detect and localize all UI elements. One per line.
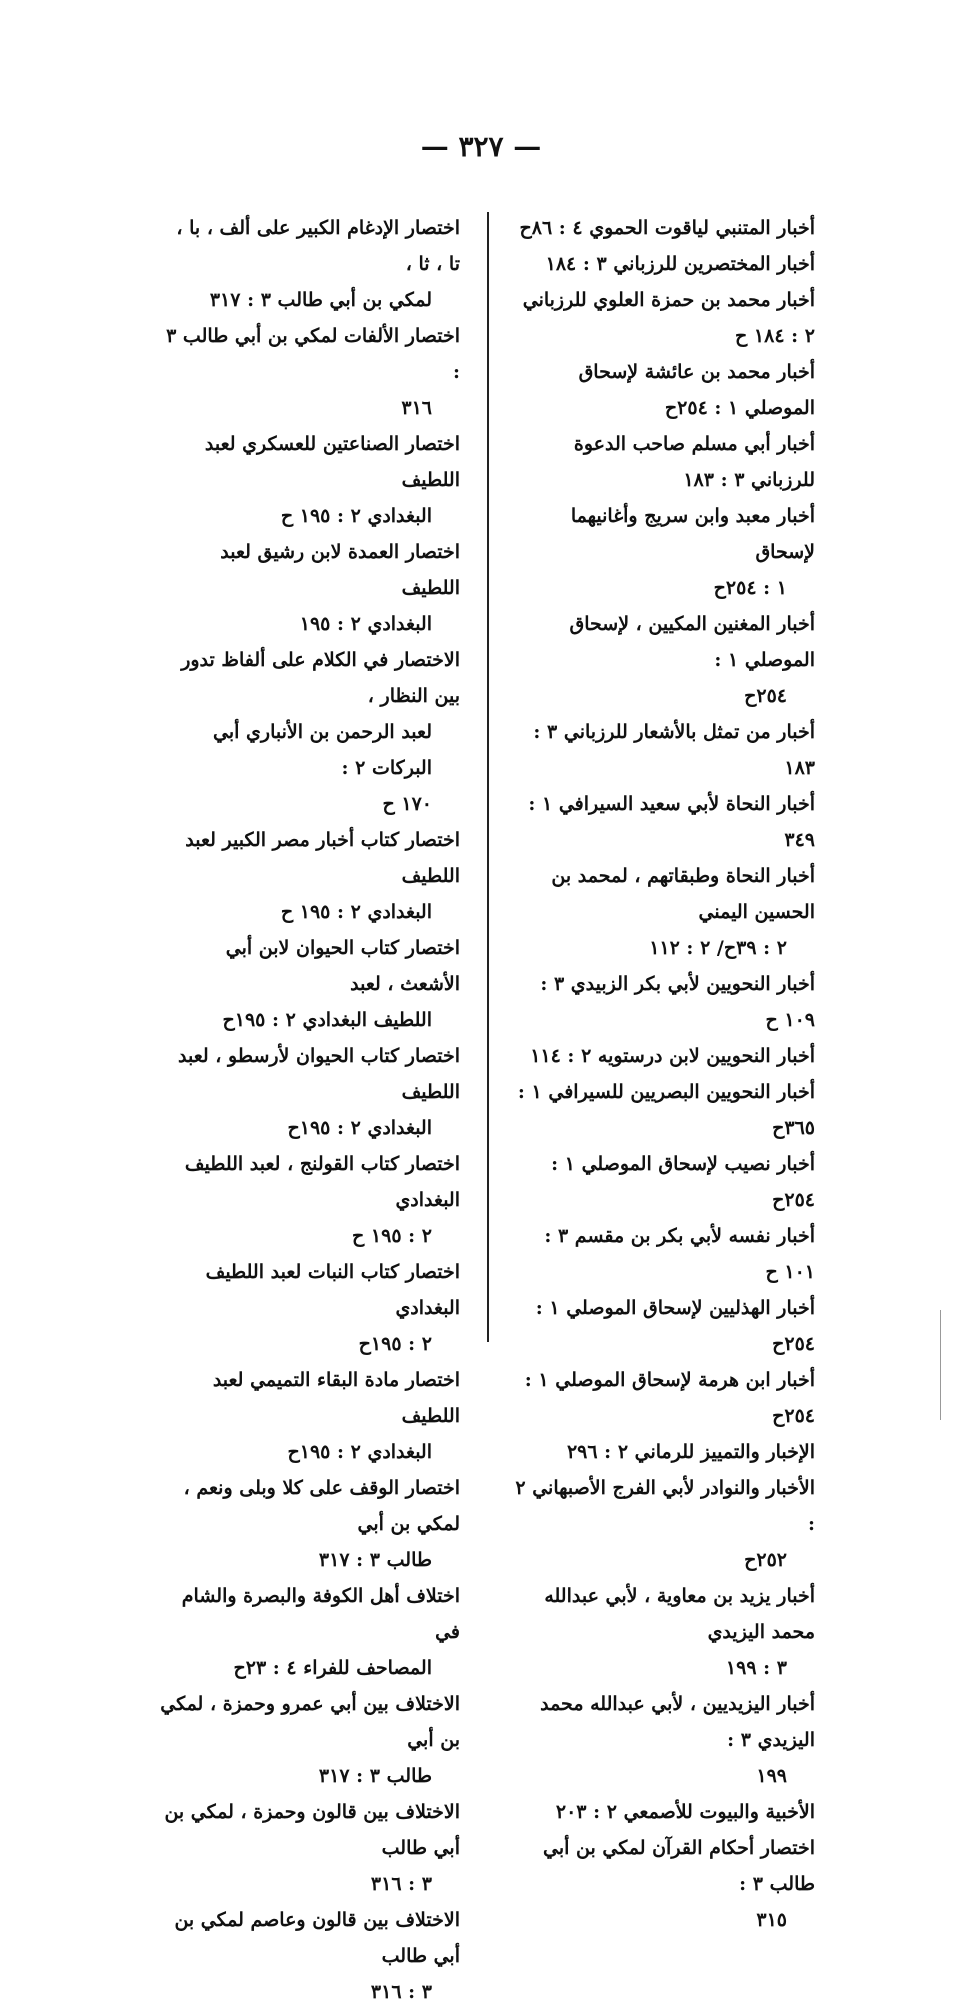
- index-entry-text: الاختلاف بين أبي عمرو وحمزة ، لمكي بن أبي: [160, 1693, 460, 1751]
- index-entry-text: أخبار النحويين لابن درستويه ٢ : ١١٤: [530, 1045, 815, 1067]
- index-entry: [510, 426, 815, 498]
- index-entry-text: أخبار الهذليين لإسحاق الموصلي ١ : ٢٥٤ح: [535, 1297, 815, 1355]
- index-entry-continuation: المصاحف للفراء ٤ : ٢٣ح: [233, 1657, 432, 1679]
- index-entry-text: أخبار معبد وابن سريج وأغانيهما لإسحاق: [570, 505, 815, 563]
- index-entry: [510, 1686, 815, 1794]
- index-entry-continuation: البغدادي ٢ : ١٩٥ح: [287, 1441, 432, 1463]
- index-entry-continuation: ٢ : ١٩٥ ح: [352, 1225, 432, 1247]
- index-entry-continuation: ١ : ٢٥٤ح: [713, 577, 787, 599]
- index-entry: [160, 822, 460, 930]
- index-entry-text: أخبار محمد بن حمزة العلوي للرزباني ٢ : ١٨٤ ح: [522, 289, 815, 347]
- index-entry: [510, 1434, 815, 1470]
- index-entry-text: الاختلاف بين قالون وعاصم لمكي بن أبي طالب: [174, 1909, 460, 1967]
- index-entry: [160, 1254, 460, 1362]
- index-entry: [510, 1038, 815, 1074]
- index-entry-text: اختصار كتاب القولنج ، لعبد اللطيف البغدادي: [184, 1153, 460, 1211]
- index-entry-continuation: ٢٥٤ح: [744, 685, 787, 707]
- index-entry-continuation: طالب ٣ : ٣١٧: [318, 1765, 432, 1787]
- column-divider: [487, 212, 489, 1342]
- index-entry: [160, 1794, 460, 1902]
- index-entry: [510, 210, 815, 246]
- index-entry-continuation: ٢ : ٣٩ح/ ٢ : ١١٢: [649, 937, 787, 959]
- index-entry: [510, 966, 815, 1038]
- index-entry: [160, 1362, 460, 1470]
- index-entry: [160, 1038, 460, 1146]
- index-entry-continuation: ٣١٥: [756, 1909, 787, 1931]
- index-entry-text: أخبار النحاة لأبي سعيد السيرافي ١ : ٣٤٩: [528, 793, 815, 851]
- index-entry-text: أخبار نصيب لإسحاق الموصلي ١ : ٢٥٤ح: [551, 1153, 815, 1211]
- index-entry-text: اختصار كتاب أخبار مصر الكبير لعبد اللطيف: [185, 829, 460, 887]
- index-entry-text: الأخبية والبيوت للأصمعي ٢ : ٢٠٣: [555, 1801, 815, 1823]
- index-entry-text: أخبار النحويين لأبي بكر الزبيدي ٣ : ١٠٩ ح: [540, 973, 815, 1031]
- index-entry: [510, 1794, 815, 1830]
- index-entry: [510, 1830, 815, 1938]
- index-entry-continuation: البغدادي ٢ : ١٩٥ ح: [280, 901, 432, 923]
- index-entry-text: أخبار النحاة وطبقاتهم ، لمحمد بن الحسين اليمني: [551, 865, 815, 923]
- index-entry: [160, 930, 460, 1038]
- index-entry-text: اختلاف أهل الكوفة والبصرة والشام في: [181, 1585, 460, 1643]
- index-entry: [160, 786, 460, 822]
- index-entry: [160, 1470, 460, 1578]
- index-entry-text: اختصار أحكام القرآن لمكي بن أبي طالب ٣ :: [543, 1837, 815, 1895]
- index-entry-text: أخبار المختصرين للرزباني ٣ : ١٨٤: [545, 253, 815, 275]
- index-entry: [510, 858, 815, 966]
- index-entry-continuation: ٢ : ١٩٥ح: [358, 1333, 432, 1355]
- index-entry-text: أخبار ابن هرمة لإسحاق الموصلي ١ : ٢٥٤ح: [524, 1369, 815, 1427]
- index-column-right: [510, 210, 815, 1938]
- index-entry-text: اختصار مادة البقاء التميمي لعبد اللطيف: [212, 1369, 460, 1427]
- index-entry-text: الاختلاف بين قالون وحمزة ، لمكي بن أبي طالب: [164, 1801, 460, 1859]
- index-entry-text: أخبار يزيد بن معاوية ، لأبي عبدالله محمد اليزيدي: [544, 1585, 815, 1643]
- index-entry: [160, 642, 460, 786]
- index-entry: [510, 606, 815, 714]
- index-entry-text: ١٧٠ ح: [382, 793, 432, 815]
- index-entry: [510, 1578, 815, 1686]
- index-entry: [160, 1146, 460, 1254]
- index-entry-text: الأخبار والنوادر لأبي الفرج الأصبهاني ٢ :: [515, 1477, 815, 1535]
- index-entry-continuation: اللطيف البغدادي ٢ : ١٩٥ح: [222, 1009, 432, 1031]
- index-entry: [160, 318, 460, 426]
- index-column-left: [160, 210, 460, 2010]
- index-entry: [160, 534, 460, 642]
- index-entry-text: اختصار كتاب الحيوان لابن أبي الأشعث ، لعبد: [225, 937, 460, 995]
- index-entry-continuation: لمكي بن أبي طالب ٣ : ٣١٧: [209, 289, 432, 311]
- index-entry: [510, 498, 815, 606]
- index-entry-continuation: ٣ : ١٩٩: [725, 1657, 787, 1679]
- index-entry-text: اختصار الوقف على كلا وبلى ونعم ، لمكي بن أبي: [183, 1477, 460, 1535]
- index-entry-text: اختصار الصناعتين للعسكري لعبد اللطيف: [204, 433, 460, 491]
- scan-edge-mark: [940, 1310, 941, 1420]
- index-entry-text: الاختصار في الكلام على ألفاظ تدور بين النظار ،: [181, 649, 460, 707]
- index-entry: [510, 1470, 815, 1578]
- index-entry: [510, 786, 815, 858]
- index-entry: [510, 354, 815, 426]
- index-entry-text: اختصار كتاب النبات لعبد اللطيف البغدادي: [205, 1261, 460, 1319]
- index-entry-text: أخبار نفسه لأبي بكر بن مقسم ٣ : ١٠١ ح: [544, 1225, 815, 1283]
- index-entry: [160, 1686, 460, 1794]
- index-entry-continuation: ٣ : ٣١٦: [370, 1873, 432, 1895]
- index-entry-continuation: طالب ٣ : ٣١٧: [318, 1549, 432, 1571]
- index-entry-text: اختصار الإدغام الكبير على ألف ، با ، تا ، ثا ،: [176, 217, 460, 275]
- index-entry-text: أخبار النحويين البصريين للسيرافي ١ : ٣٦٥ح: [517, 1081, 815, 1139]
- index-entry-text: اختصار العمدة لابن رشيق لعبد اللطيف: [220, 541, 460, 599]
- index-entry-continuation: البغدادي ٢ : ١٩٥ ح: [280, 505, 432, 527]
- index-entry-continuation: ٣ : ٣١٦: [370, 1981, 432, 2003]
- index-entry-text: اختصار الألفات لمكي بن أبي طالب ٣ :: [166, 325, 460, 383]
- index-entry: [160, 1902, 460, 2010]
- index-entry: [510, 1362, 815, 1434]
- index-entry-text: أخبار من تمثل بالأشعار للرزباني ٣ : ١٨٣: [533, 721, 815, 779]
- index-entry-continuation: البغدادي ٢ : ١٩٥ح: [287, 1117, 432, 1139]
- index-entry: [510, 1146, 815, 1218]
- index-entry-text: اختصار كتاب الحيوان لأرسطو ، لعبد اللطيف: [178, 1045, 460, 1103]
- index-entry-continuation: لعبد الرحمن بن الأنباري أبي البركات ٢ :: [213, 721, 432, 779]
- index-entry-text: أخبار اليزيديين ، لأبي عبدالله محمد اليزيدي ٣ :: [540, 1693, 815, 1751]
- index-entry-text: الإخبار والتمييز للرماني ٢ : ٢٩٦: [566, 1441, 815, 1463]
- index-entry-text: أخبار أبي مسلم صاحب الدعوة للرزباني ٣ : ١٨٣: [573, 433, 815, 491]
- index-entry-continuation: البغدادي ٢ : ١٩٥: [299, 613, 432, 635]
- index-entry: [510, 714, 815, 786]
- index-entry-continuation: ٣١٦: [401, 397, 432, 419]
- index-entry: [510, 1074, 815, 1146]
- index-entry-text: أخبار المتنبي لياقوت الحموي ٤ : ٨٦ح: [519, 217, 815, 239]
- index-entry: [160, 1578, 460, 1686]
- index-entry: [160, 426, 460, 534]
- index-entry: [510, 1218, 815, 1290]
- index-entry: [510, 282, 815, 354]
- index-entry: [160, 210, 460, 318]
- page-number: — ٣٢٧ —: [420, 130, 542, 163]
- index-entry-continuation: ١٩٩: [756, 1765, 787, 1787]
- index-entry: [510, 246, 815, 282]
- index-entry-text: أخبار محمد بن عائشة لإسحاق الموصلي ١ : ٢٥٤ح: [578, 361, 815, 419]
- index-entry-text: أخبار المغنين المكيين ، لإسحاق الموصلي ١ :: [569, 613, 815, 671]
- index-entry-continuation: ٢٥٢ح: [744, 1549, 787, 1571]
- index-entry: [510, 1290, 815, 1362]
